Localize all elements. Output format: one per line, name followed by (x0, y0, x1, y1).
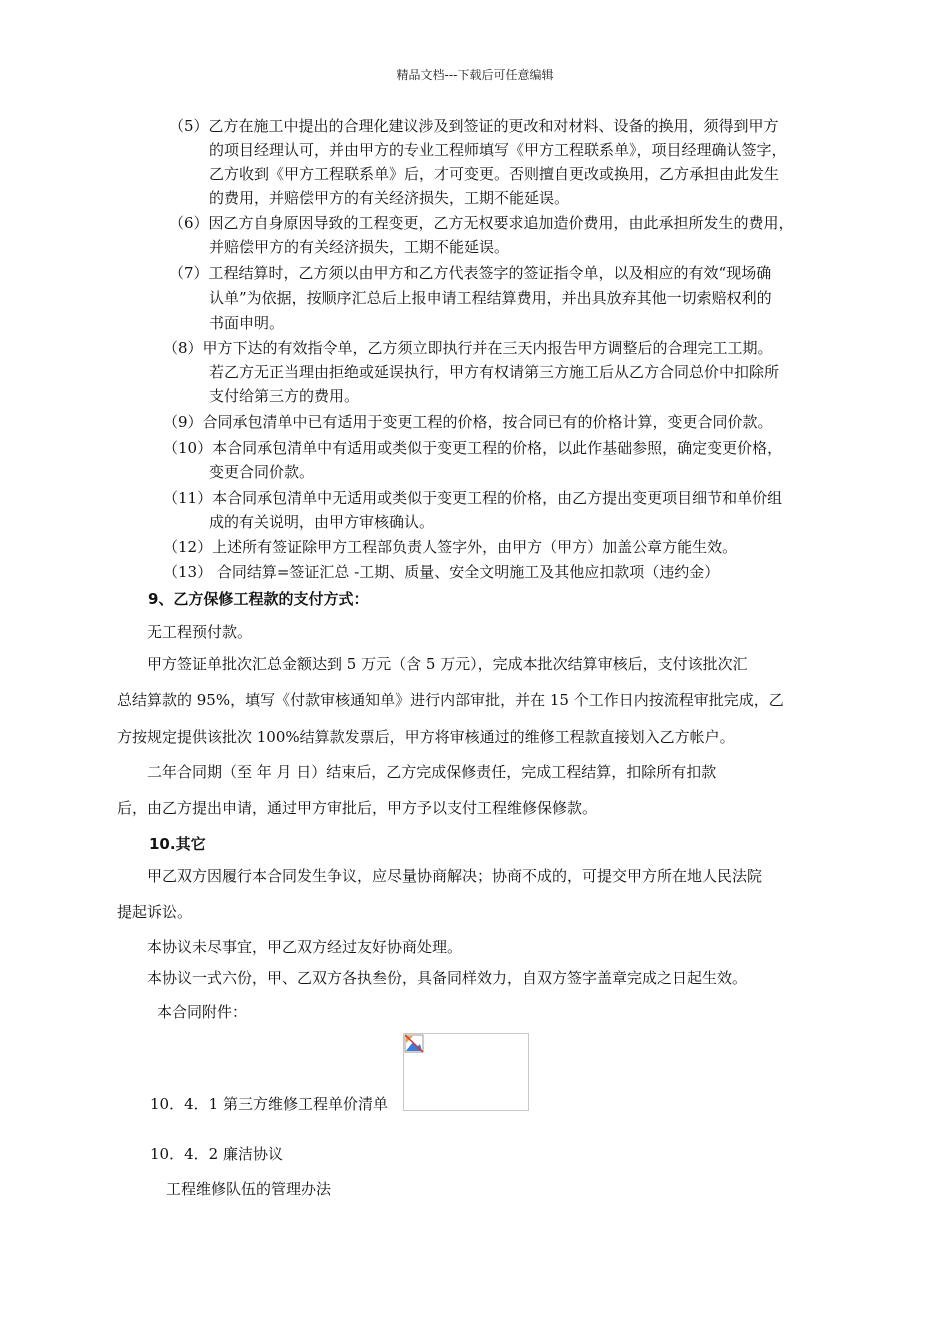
section-9-p3-line-1: 二年合同期（至 年 月 日）结束后，乙方完成保修责任，完成工程结算，扣除所有扣款 (147, 763, 717, 781)
clause-6-line-1: （6）因乙方自身原因导致的工程变更，乙方无权要求追加造价费用，由此承担所发生的费用， (169, 214, 794, 232)
section-10-title: 10.其它 (149, 835, 206, 853)
clause-5-line-3: 乙方收到《甲方工程联系单》后，才可变更。否则擅自更改或换用，乙方承担由此发生 (209, 165, 780, 183)
clause-10-line-2: 变更合同价款。 (209, 463, 315, 481)
clause-9-line-1: （9）合同承包清单中已有适用于变更工程的价格，按合同已有的价格计算，变更合同价款。 (163, 413, 773, 431)
section-10-p3: 本协议一式六份，甲、乙双方各执叁份，具备同样效力，自双方签字盖章完成之日起生效。 (147, 969, 748, 987)
attachment-2: 10．4．2 廉洁协议 (150, 1145, 283, 1163)
clause-8-line-1: （8）甲方下达的有效指令单，乙方须立即执行并在三天内报告甲方调整后的合理完工工期。 (163, 339, 773, 357)
clause-5-line-2: 的项目经理认可，并由甲方的专业工程师填写《甲方工程联系单》，项目经理确认签字， (209, 141, 787, 159)
section-9-p2-line-1: 甲方签证单批次汇总金额达到 5 万元（含 5 万元），完成本批次结算审核后，支付该批次汇 (147, 655, 748, 673)
section-10-p1-line-1: 甲乙双方因履行本合同发生争议，应尽量协商解决；协商不成的，可提交甲方所在地人民法院 (147, 867, 763, 885)
attachment-3: 工程维修队伍的管理办法 (166, 1180, 332, 1198)
clause-6-line-2: 并赔偿甲方的有关经济损失，工期不能延误。 (209, 238, 510, 256)
clause-5-line-1: （5）乙方在施工中提出的合理化建议涉及到签证的更改和对材料、设备的换用，须得到甲方 (169, 117, 779, 135)
clause-10-line-1: （10）本合同承包清单中有适用或类似于变更工程的价格，以此作基础参照，确定变更价格， (163, 439, 783, 457)
section-9-p2-line-2: 总结算款的 95%，填写《付款审核通知单》进行内部审批，并在 15 个工作日内按流程审批完成，乙 (117, 691, 784, 709)
page-header: 精品文档---下载后可任意编辑 (396, 68, 554, 82)
clause-7-line-2: 认单”为依据，按顺序汇总后上报申请工程结算费用，并出具放弃其他一切索赔权利的 (209, 289, 772, 307)
clause-7-line-1: （7）工程结算时，乙方须以由甲方和乙方代表签字的签证指令单，以及相应的有效“现场确 (169, 264, 772, 282)
section-10-p1-line-2: 提起诉讼。 (117, 903, 193, 921)
clause-12-line-1: （12）上述所有签证除甲方工程部负责人签字外，由甲方（甲方）加盖公章方能生效。 (163, 538, 738, 556)
clause-11-line-1: （11）本合同承包清单中无适用或类似于变更工程的价格，由乙方提出变更项目细节和单价组 (163, 489, 783, 507)
broken-image-icon (404, 1034, 426, 1054)
clause-11-line-2: 成的有关说明，由甲方审核确认。 (209, 513, 435, 531)
clause-13-line-1: （13） 合同结算=签证汇总 -工期、质量、安全文明施工及其他应扣款项（违约金） (163, 563, 720, 581)
clause-8-line-3: 支付给第三方的费用。 (209, 387, 360, 405)
clause-8-line-2: 若乙方无正当理由拒绝或延误执行，甲方有权请第三方施工后从乙方合同总价中扣除所 (209, 363, 780, 381)
section-9-p3-line-2: 后，由乙方提出申请，通过甲方审批后，甲方予以支付工程维修保修款。 (117, 799, 598, 817)
clause-7-line-3: 书面申明。 (209, 314, 285, 332)
section-9-p1: 无工程预付款。 (147, 623, 253, 641)
attachment-1: 10．4．1 第三方维修工程单价清单 (150, 1095, 388, 1113)
embedded-image-placeholder (403, 1033, 529, 1111)
clause-5-line-4: 的费用，并赔偿甲方的有关经济损失，工期不能延误。 (209, 189, 570, 207)
section-10-p2: 本协议未尽事宜，甲乙双方经过友好协商处理。 (147, 938, 463, 956)
attachments-label: 本合同附件： (157, 1003, 248, 1021)
section-9-p2-line-3: 方按规定提供该批次 100%结算款发票后，甲方将审核通过的维修工程款直接划入乙方帐户。 (117, 728, 735, 746)
section-9-title: 9、乙方保修工程款的支付方式： (148, 590, 369, 608)
